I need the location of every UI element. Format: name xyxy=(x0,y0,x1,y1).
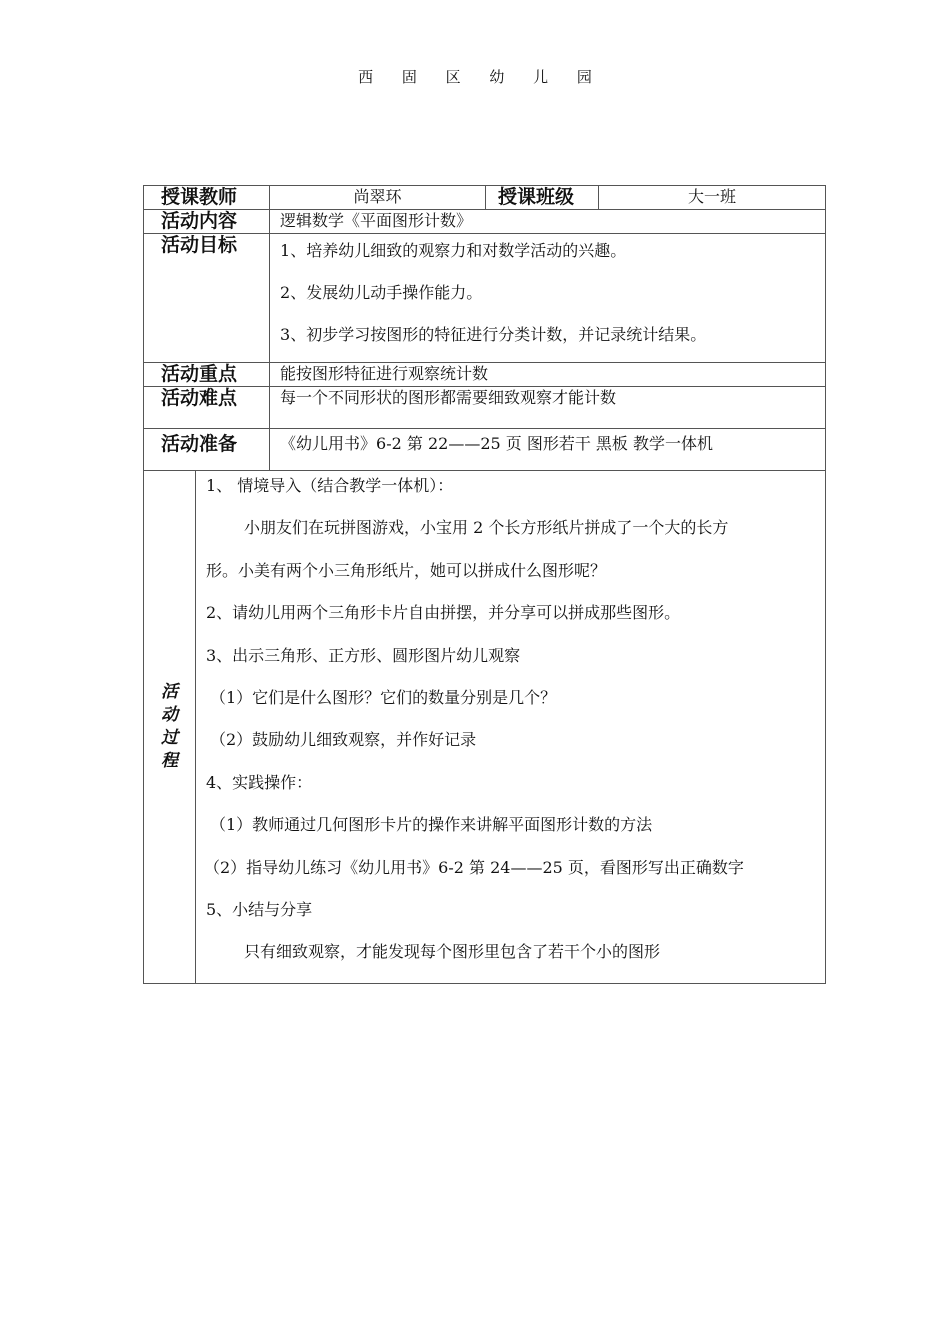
lesson-plan-table xyxy=(143,185,826,984)
process-line: 2、请幼儿用两个三角形卡片自由拼摆，并分享可以拼成那些图形。 xyxy=(206,603,681,623)
goals-row xyxy=(144,234,826,363)
prep-value: 《幼儿用书》6-2 第 22——25 页 图形若干 黑板 教学一体机 xyxy=(270,429,826,471)
process-line: 3、出示三角形、正方形、圆形图片幼儿观察 xyxy=(206,645,521,665)
process-line: （1）它们是什么图形？它们的数量分别是几个？ xyxy=(210,687,557,707)
process-label-char: 动 xyxy=(161,704,178,725)
process-row xyxy=(144,471,826,984)
process-line: （2）指导幼儿练习《幼儿用书》6-2 第 24——25 页，看图形写出正确数字 xyxy=(204,857,744,877)
prep-label: 活动准备 xyxy=(144,429,270,471)
process-line: 小朋友们在玩拼图游戏，小宝用 2 个长方形纸片拼成了一个大的长方 xyxy=(244,518,729,538)
process-content xyxy=(196,471,826,984)
process-line: 4、实践操作： xyxy=(206,772,313,792)
process-line: 1、 情境导入（结合教学一体机）： xyxy=(206,476,454,495)
page-header: 西 固 区 幼 儿 园 xyxy=(358,68,604,86)
teacher-label: 授课教师 xyxy=(144,186,270,210)
focus-label: 活动重点 xyxy=(144,363,270,387)
content-row xyxy=(144,210,826,234)
content-value: 逻辑数学《平面图形计数》 xyxy=(270,210,826,234)
difficulty-label: 活动难点 xyxy=(144,387,270,429)
difficulty-row xyxy=(144,387,826,429)
goals-label: 活动目标 xyxy=(144,234,270,363)
process-label-char: 程 xyxy=(161,750,178,771)
content-label: 活动内容 xyxy=(144,210,270,234)
teacher-value: 尚翠环 xyxy=(270,186,486,210)
goal-item: 1、培养幼儿细致的观察力和对数学活动的兴趣。 xyxy=(280,241,627,260)
focus-row xyxy=(144,363,826,387)
process-line: 形。小美有两个小三角形纸片，她可以拼成什么图形呢？ xyxy=(206,560,607,580)
goal-item: 2、发展幼儿动手操作能力。 xyxy=(280,283,483,302)
goal-item: 3、初步学习按图形的特征进行分类计数，并记录统计结果。 xyxy=(280,325,707,344)
goals-list xyxy=(270,234,826,363)
difficulty-value: 每一个不同形状的图形都需要细致观察才能计数 xyxy=(270,387,826,429)
process-label-char: 过 xyxy=(161,727,178,748)
prep-row xyxy=(144,429,826,471)
focus-value: 能按图形特征进行观察统计数 xyxy=(270,363,826,387)
class-label: 授课班级 xyxy=(486,186,599,210)
class-value: 大一班 xyxy=(599,186,826,210)
process-line: 5、小结与分享 xyxy=(206,899,313,919)
process-line: （1）教师通过几何图形卡片的操作来讲解平面图形计数的方法 xyxy=(210,815,653,835)
process-label xyxy=(144,471,196,984)
process-line: 只有细致观察，才能发现每个图形里包含了若干个小的图形 xyxy=(244,942,661,962)
process-label-char: 活 xyxy=(161,681,178,702)
teacher-row xyxy=(144,186,826,210)
process-line: （2）鼓励幼儿细致观察，并作好记录 xyxy=(210,730,477,750)
